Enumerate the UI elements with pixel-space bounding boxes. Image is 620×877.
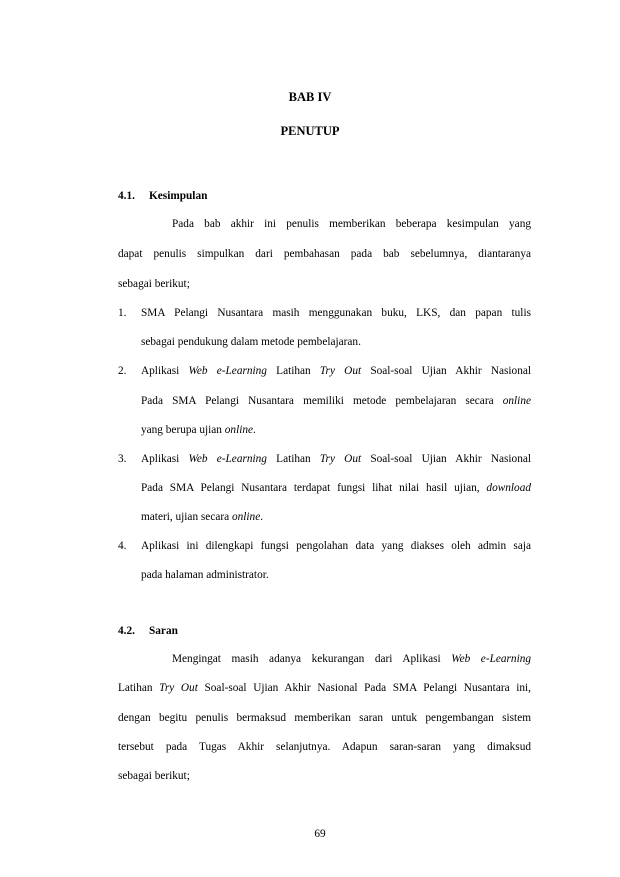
section-number-kesimpulan: 4.1.: [118, 190, 135, 202]
list-item-line: Aplikasi Web e-Learning Latihan Try Out Soal-soal Ujian Akhir Nasional: [141, 365, 532, 377]
list-number: 1.: [118, 307, 127, 319]
list-item-line: Pada SMA Pelangi Nusantara memiliki metode pembelajaran secara online: [141, 395, 531, 407]
list-number: 2.: [118, 365, 127, 377]
list-number: 3.: [118, 453, 127, 465]
chapter-number: BAB IV: [288, 90, 332, 104]
section-number-saran: 4.2.: [118, 625, 135, 637]
paragraph-line: sebagai berikut;: [118, 770, 190, 782]
list-item-line: sebagai pendukung dalam metode pembelajaran.: [141, 336, 361, 348]
list-number: 4.: [118, 540, 127, 552]
paragraph-line: dengan begitu penulis bermaksud memberikan saran untuk pengembangan sistem: [118, 712, 531, 724]
chapter-title: PENUTUP: [280, 124, 340, 138]
section-heading-saran: Saran: [149, 625, 178, 637]
paragraph-line: sebagai berikut;: [118, 278, 190, 290]
paragraph-line: Pada bab akhir ini penulis memberikan beberapa kesimpulan yang: [172, 218, 531, 230]
list-item-line: materi, ujian secara online.: [141, 511, 264, 523]
section-heading-kesimpulan: Kesimpulan: [149, 190, 208, 202]
list-item-line: Aplikasi ini dilengkapi fungsi pengolahan data yang diakses oleh admin saja: [141, 540, 531, 552]
page-number: 69: [314, 828, 326, 840]
list-item-line: yang berupa ujian online.: [141, 424, 256, 436]
list-item-line: SMA Pelangi Nusantara masih menggunakan buku, LKS, dan papan tulis: [141, 307, 531, 319]
paragraph-line: Mengingat masih adanya kekurangan dari Aplikasi Web e-Learning: [172, 653, 532, 665]
paragraph-line: tersebut pada Tugas Akhir selanjutnya. Adapun saran-saran yang dimaksud: [118, 741, 531, 753]
paragraph-line: dapat penulis simpulkan dari pembahasan pada bab sebelumnya, diantaranya: [118, 248, 531, 260]
list-item-line: Pada SMA Pelangi Nusantara terdapat fungsi lihat nilai hasil ujian, download: [141, 482, 531, 494]
list-item-line: Aplikasi Web e-Learning Latihan Try Out Soal-soal Ujian Akhir Nasional: [141, 453, 532, 465]
list-item-line: pada halaman administrator.: [141, 569, 269, 581]
paragraph-line: Latihan Try Out Soal-soal Ujian Akhir Nasional Pada SMA Pelangi Nusantara ini,: [118, 682, 532, 694]
